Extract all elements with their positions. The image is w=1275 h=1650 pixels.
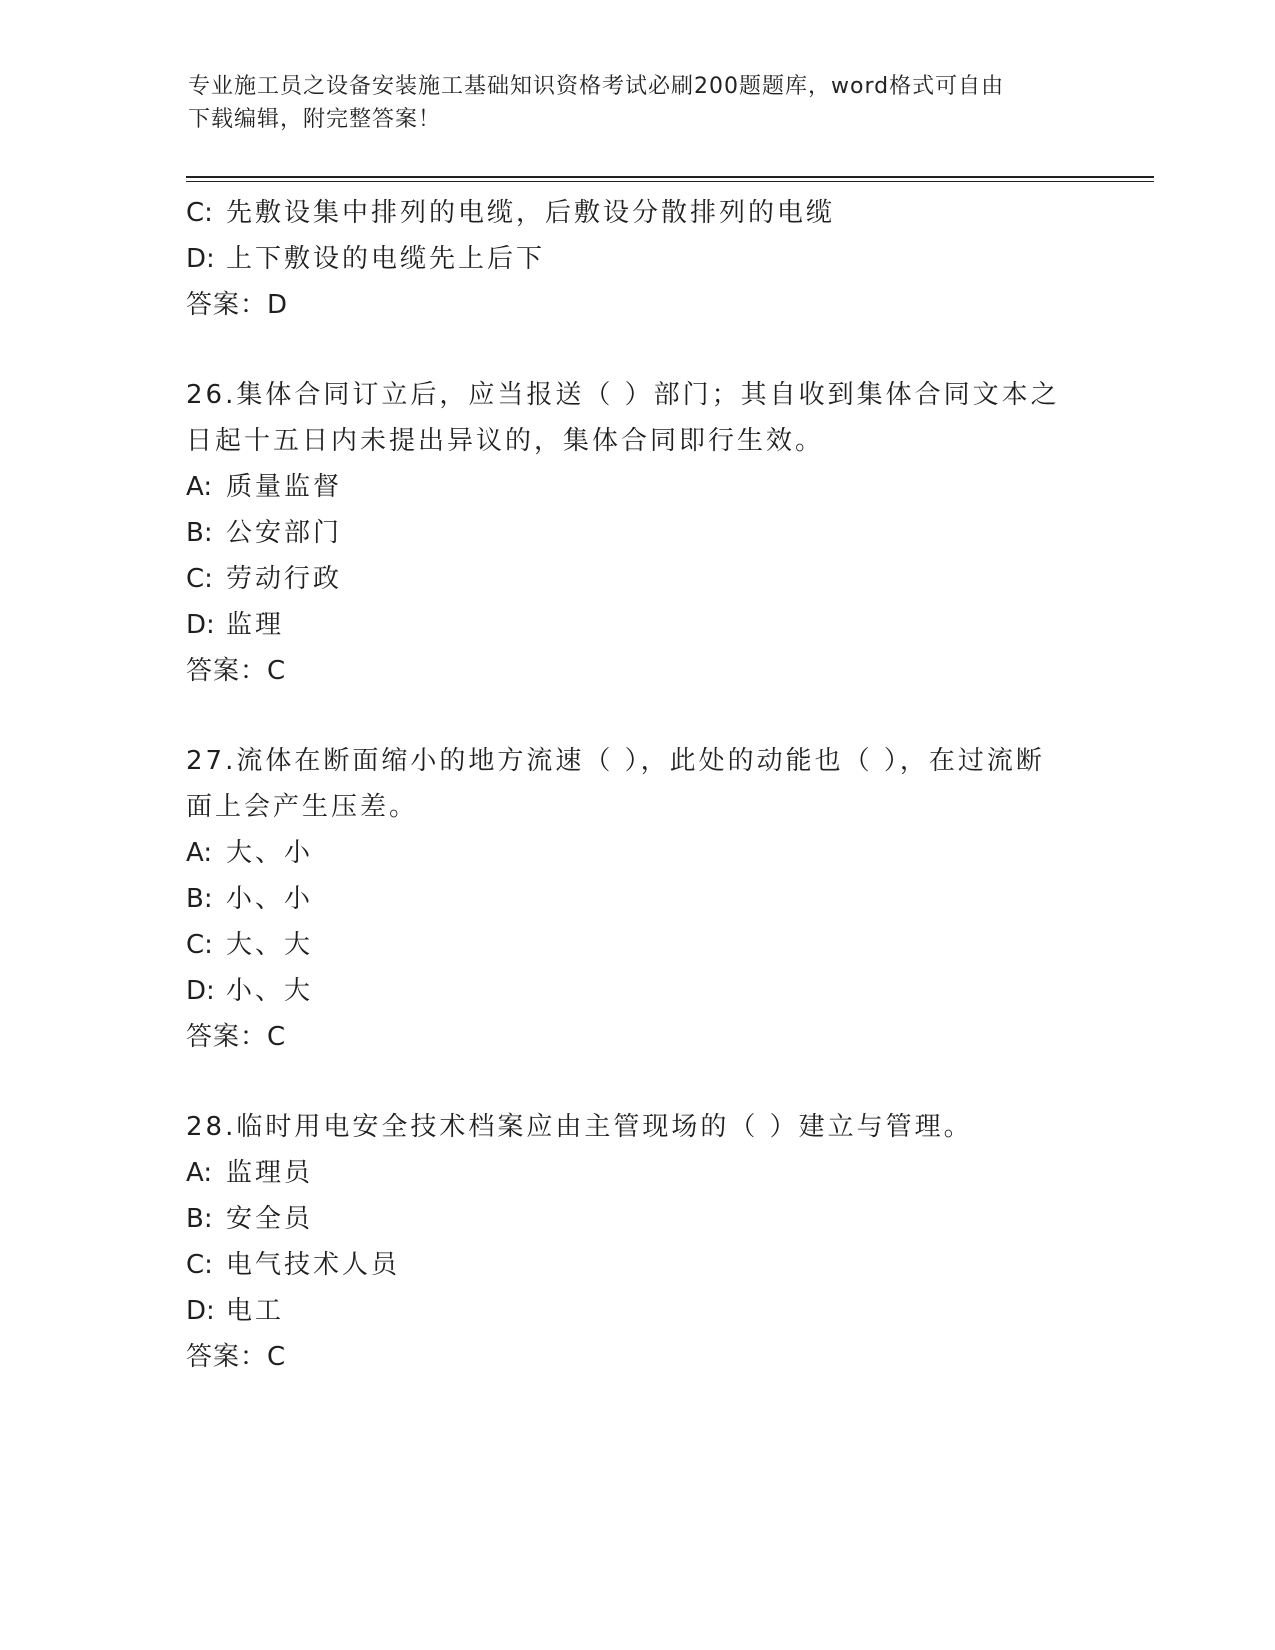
option-letter: C: bbox=[186, 198, 213, 228]
header-divider bbox=[186, 176, 1154, 178]
option-text: 小、大 bbox=[226, 976, 314, 1006]
question-stem: 28.临时用电安全技术档案应由主管现场的（ ）建立与管理。 bbox=[186, 1112, 973, 1142]
option-letter: B: bbox=[186, 884, 213, 914]
question-stem: 26.集体合同订立后，应当报送（ ）部门；其自收到集体合同文本之 bbox=[186, 380, 1060, 410]
question-stem-continued: 面上会产生压差。 bbox=[186, 792, 419, 822]
header-title-line-2: 下载编辑，附完整答案！ bbox=[188, 107, 442, 132]
option-text: 电工 bbox=[226, 1296, 285, 1326]
option-text: 小、小 bbox=[226, 884, 314, 914]
option-a bbox=[186, 464, 1086, 510]
option-b bbox=[186, 1196, 1086, 1242]
question-26 bbox=[186, 372, 1086, 694]
option-letter: C: bbox=[186, 930, 213, 960]
option-text: 监理 bbox=[226, 610, 285, 640]
option-text: 安全员 bbox=[226, 1204, 314, 1234]
answer-line: 答案：C bbox=[186, 1342, 287, 1372]
option-text: 大、大 bbox=[226, 930, 314, 960]
header-title-line-1: 专业施工员之设备安装施工基础知识资格考试必刷200题题库，word格式可自由 bbox=[188, 74, 1005, 99]
option-letter: A: bbox=[186, 838, 213, 868]
option-a bbox=[186, 830, 1086, 876]
option-b bbox=[186, 510, 1086, 556]
option-letter: C: bbox=[186, 1250, 213, 1280]
option-d bbox=[186, 236, 1086, 282]
option-c bbox=[186, 1242, 1086, 1288]
option-d bbox=[186, 1288, 1086, 1334]
question-list bbox=[186, 190, 1086, 1380]
option-text: 公安部门 bbox=[226, 518, 343, 548]
option-text: 质量监督 bbox=[226, 472, 343, 502]
option-c bbox=[186, 190, 1086, 236]
option-letter: B: bbox=[186, 518, 213, 548]
question-25 bbox=[186, 190, 1086, 328]
option-letter: A: bbox=[186, 1158, 213, 1188]
option-b bbox=[186, 876, 1086, 922]
option-letter: D: bbox=[186, 244, 215, 274]
option-text: 电气技术人员 bbox=[226, 1250, 401, 1280]
option-letter: B: bbox=[186, 1204, 213, 1234]
question-27 bbox=[186, 738, 1086, 1060]
option-letter: D: bbox=[186, 976, 215, 1006]
option-letter: D: bbox=[186, 610, 215, 640]
option-text: 上下敷设的电缆先上后下 bbox=[226, 244, 546, 274]
option-letter: D: bbox=[186, 1296, 215, 1326]
option-text: 大、小 bbox=[226, 838, 314, 868]
option-letter: C: bbox=[186, 564, 213, 594]
question-stem-continued: 日起十五日内未提出异议的，集体合同即行生效。 bbox=[186, 426, 825, 456]
page-header bbox=[188, 70, 1088, 136]
option-d bbox=[186, 968, 1086, 1014]
option-text: 监理员 bbox=[226, 1158, 314, 1188]
answer-line: 答案：D bbox=[186, 290, 289, 320]
option-c bbox=[186, 922, 1086, 968]
question-stem: 27.流体在断面缩小的地方流速（ ），此处的动能也（ ），在过流断 bbox=[186, 746, 1045, 776]
question-28 bbox=[186, 1104, 1086, 1380]
header-divider-thin bbox=[186, 181, 1154, 182]
option-text: 劳动行政 bbox=[226, 564, 343, 594]
option-a bbox=[186, 1150, 1086, 1196]
option-c bbox=[186, 556, 1086, 602]
option-d bbox=[186, 602, 1086, 648]
option-text: 先敷设集中排列的电缆，后敷设分散排列的电缆 bbox=[226, 198, 836, 228]
answer-line: 答案：C bbox=[186, 656, 287, 686]
answer-line: 答案：C bbox=[186, 1022, 287, 1052]
option-letter: A: bbox=[186, 472, 213, 502]
